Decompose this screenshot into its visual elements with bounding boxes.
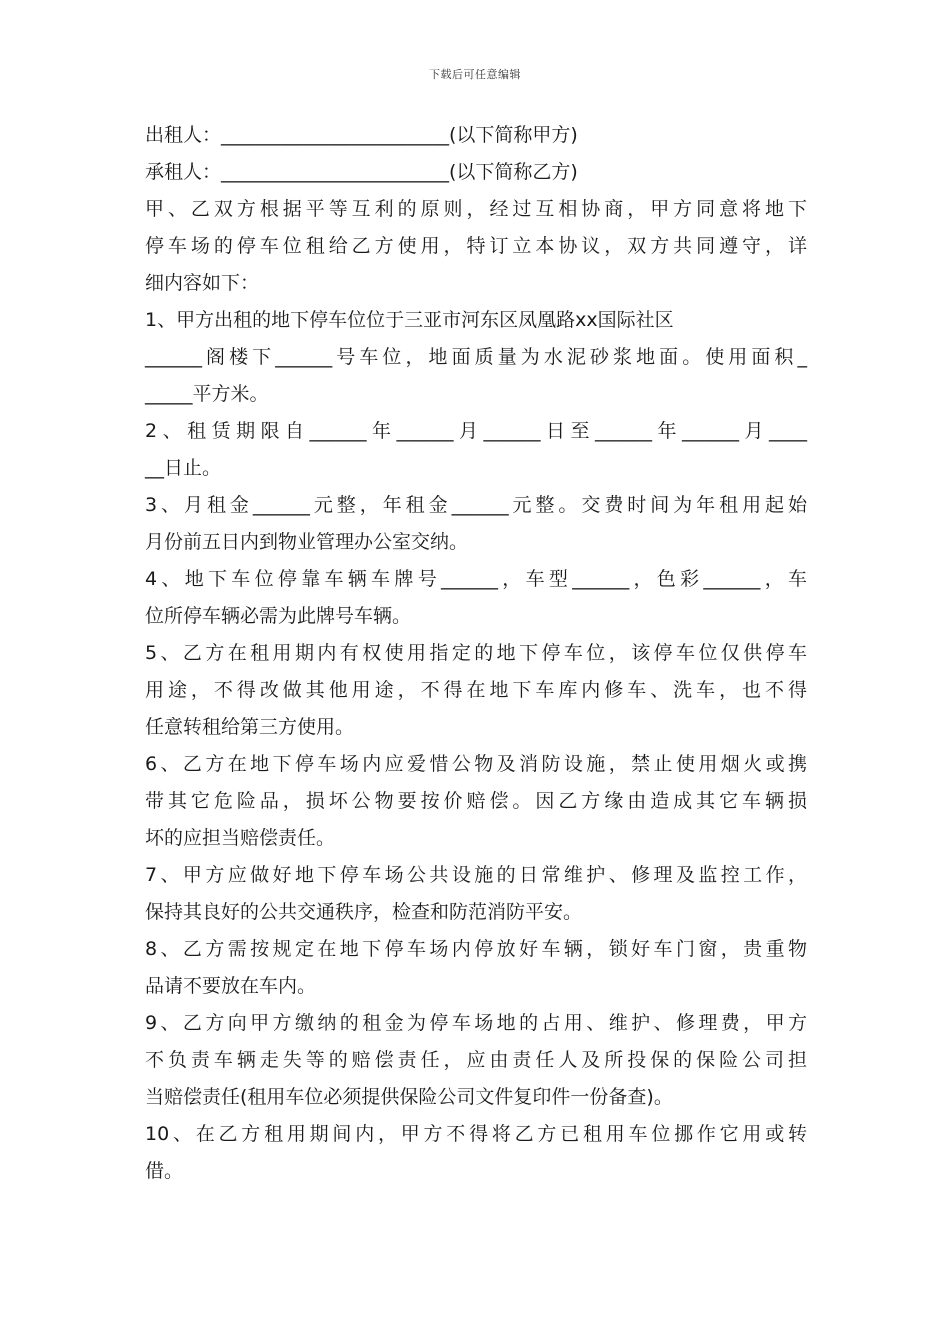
doc-line: 4、地下车位停靠车辆车牌号______，车型______，色彩______，车 — [145, 568, 807, 590]
doc-line: 10、在乙方租用期间内，甲方不得将乙方已租用车位挪作它用或转 — [145, 1123, 807, 1145]
doc-line: 保持其良好的公共交通秩序，检查和防范消防平安。 — [145, 901, 583, 923]
doc-line: 借。 — [145, 1160, 184, 1182]
doc-line: 细内容如下： — [145, 272, 260, 294]
doc-line: 坏的应担当赔偿责任。 — [145, 827, 336, 849]
doc-line: 不负责车辆走失等的赔偿责任，应由责任人及所投保的保险公司担 — [145, 1049, 807, 1071]
doc-line: 用途，不得改做其他用途，不得在地下车库内修车、洗车，也不得 — [145, 679, 807, 701]
doc-line: 带其它危险品，损坏公物要按价赔偿。因乙方缘由造成其它车辆损 — [145, 790, 807, 812]
doc-line: 停车场的停车位租给乙方使用，特订立本协议，双方共同遵守，详 — [145, 235, 807, 257]
doc-line: 3、月租金______元整，年租金______元整。交费时间为年租用起始 — [145, 494, 807, 516]
doc-line: 当赔偿责任(租用车位必须提供保险公司文件复印件一份备查)。 — [145, 1086, 673, 1108]
doc-line: 位所停车辆必需为此牌号车辆。 — [145, 605, 412, 627]
doc-line: 7、甲方应做好地下停车场公共设施的日常维护、修理及监控工作， — [145, 864, 807, 886]
doc-line: 6、乙方在地下停车场内应爱惜公物及消防设施，禁止使用烟火或携 — [145, 753, 807, 775]
page-header: 下载后可任意编辑 — [429, 68, 521, 81]
doc-line: __日止。 — [145, 457, 222, 479]
doc-line: ______阁楼下______号车位，地面质量为水泥砂浆地面。使用面积_ — [145, 346, 807, 368]
doc-line: 5、乙方在租用期内有权使用指定的地下停车位，该停车位仅供停车 — [145, 642, 807, 664]
doc-line: 品请不要放在车内。 — [145, 975, 317, 997]
doc-line: 出租人：________________________(以下简称甲方) — [145, 124, 578, 146]
doc-line: 9、乙方向甲方缴纳的租金为停车场地的占用、维护、修理费，甲方 — [145, 1012, 807, 1034]
doc-line: 1、甲方出租的地下停车位位于三亚市河东区凤凰路xx国际社区 — [145, 309, 674, 331]
doc-line: 甲、乙双方根据平等互利的原则，经过互相协商，甲方同意将地下 — [145, 198, 807, 220]
contract-body — [145, 117, 807, 1190]
doc-line: 月份前五日内到物业管理办公室交纳。 — [145, 531, 469, 553]
doc-line: _____平方米。 — [145, 383, 269, 405]
doc-line: 承租人：________________________(以下简称乙方) — [145, 161, 578, 183]
doc-line: 2、租赁期限自______年______月______日至______年______月____ — [145, 420, 807, 442]
doc-line: 任意转租给第三方使用。 — [145, 716, 355, 738]
doc-line: 8、乙方需按规定在地下停车场内停放好车辆，锁好车门窗，贵重物 — [145, 938, 807, 960]
